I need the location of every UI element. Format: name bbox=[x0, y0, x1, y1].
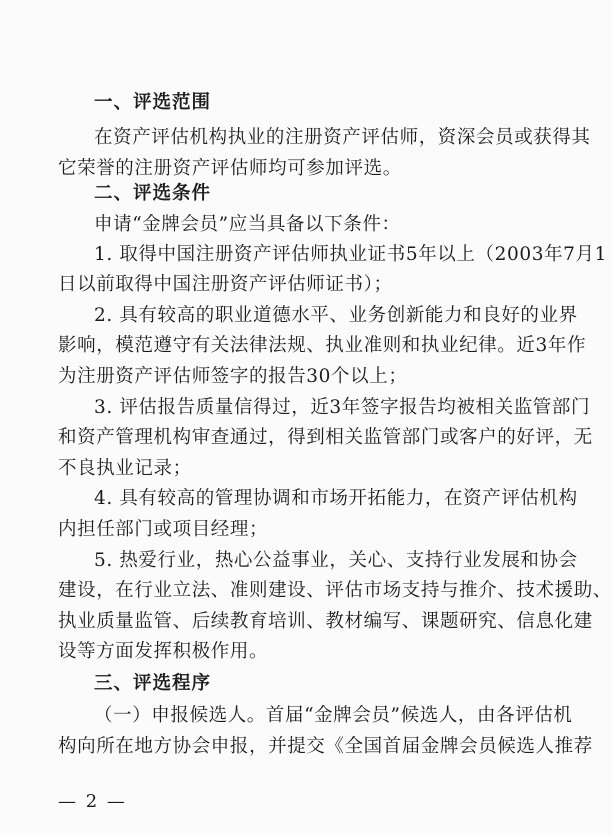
text-line: 不良执业记录； bbox=[58, 458, 192, 479]
text-line: 在资产评估机构执业的注册资产评估师，资深会员或获得其 bbox=[94, 127, 591, 148]
text-line: 为注册资产评估师签字的报告30个以上； bbox=[58, 366, 408, 387]
text-line: 建设，在行业立法、准则建设、评估市场支持与推介、技术援助、 bbox=[58, 580, 612, 601]
list-item-2: 2. 具有较高的职业道德水平、业务创新能力和良好的业界 bbox=[94, 305, 578, 326]
list-item-1: 1. 取得中国注册资产评估师执业证书5年以上（2003年7月1 bbox=[94, 244, 608, 265]
text-line: 执业质量监管、后续教育培训、教材编写、课题研究、信息化建 bbox=[58, 611, 593, 632]
list-item-5: 5. 热爱行业，热心公益事业，关心、支持行业发展和协会 bbox=[94, 550, 578, 571]
list-item-4: 4. 具有较高的管理协调和市场开拓能力，在资产评估机构 bbox=[94, 488, 578, 509]
text-line: 内担任部门或项目经理； bbox=[58, 519, 269, 540]
text-line: 构向所在地方协会申报，并提交《全国首届金牌会员候选人推荐 bbox=[58, 736, 593, 757]
list-item-3: 3. 评估报告质量信得过，近3年签字报告均被相关监管部门 bbox=[94, 397, 591, 418]
section-heading-2: 二、评选条件 bbox=[94, 183, 212, 204]
text-line: 影响，模范遵守有关法律法规、执业准则和执业纪律。近3年作 bbox=[58, 335, 587, 356]
section-heading-3: 三、评选程序 bbox=[94, 673, 212, 694]
text-line: （一）申报候选人。首届“金牌会员”候选人，由各评估机 bbox=[94, 705, 573, 726]
text-line: 申请“金牌会员”应当具备以下条件： bbox=[94, 214, 401, 235]
section-heading-1: 一、评选范围 bbox=[94, 92, 212, 113]
text-line: 设等方面发挥积极作用。 bbox=[58, 641, 269, 662]
text-line: 日以前取得中国注册资产评估师证书）； bbox=[58, 274, 393, 295]
page-number: — 2 — bbox=[58, 791, 127, 812]
text-line: 它荣誉的注册资产评估师均可参加评选。 bbox=[58, 158, 402, 179]
text-line: 和资产管理机构审查通过，得到相关监管部门或客户的好评，无 bbox=[58, 427, 593, 448]
